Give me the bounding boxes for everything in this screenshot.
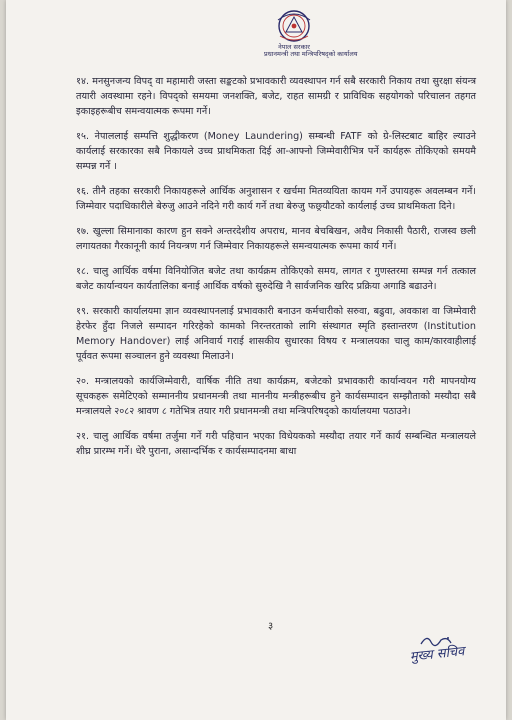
paragraph-17: १७. खुल्ला सिमानाका कारण हुन सक्ने अन्तरदेशीय अपराध, मानव बेचबिखन, अवैध निकासी पैठारी, राजस्व छली लगायतका गैरकानूनी कार्य नियन्त्रण गर्न जिम्मेवार निकायहरूले समन्वयात्मक रूपमा कार्य गर्ने। [76, 226, 476, 252]
paragraph-15: १५. नेपाललाई सम्पत्ति शुद्धीकरण (Money Laundering) सम्बन्धी FATF को ग्रे-लिस्टबाट बाहिर ल्याउने कार्यलाई सरकारका सबै निकायले उच्च प्राथमिकता दिई आ-आफ्नो जिम्मेवारीभित्र पर्ने कार्यहरू तोकिएको समयमै सम्पन्न गर्ने । [76, 131, 476, 172]
paragraph-21: २१. चालु आर्थिक वर्षमा तर्जुमा गर्ने गरी पहिचान भएका विधेयकको मस्यौदा तयार गर्ने कार्य सम्बन्धित मन्त्रालयले शीघ्र प्रारम्भ गर्ने। धेरै पुराना, असान्दर्भिक र कार्यसम्पादनमा बाधा [76, 431, 476, 457]
emblem-text-2: प्रधानमन्त्री तथा मन्त्रिपरिषद्को कार्यालय [264, 50, 358, 58]
emblem-text-1: नेपाल सरकार [278, 43, 310, 51]
signature-title: मुख्य सचिव [409, 644, 466, 665]
paragraph-14: १४. मनसुनजन्य विपद् वा महामारी जस्ता सङ्कटको प्रभावकारी व्यवस्थापन गर्न सबै सरकारी निकाय तथा सुरक्षा संयन्त्र तयारी अवस्थामा रहने। विपद्‌को समयमा जनशक्ति, बजेट, राहत सामग्री र प्राविधिक सहयोगको परिचालन तहगत इकाइहरूबीच समन्वयात्मक रूपमा गर्ने। [76, 76, 476, 117]
paragraph-16: १६. तीनै तहका सरकारी निकायहरूले आर्थिक अनुशासन र खर्चमा मितव्ययिता कायम गर्ने उपायहरू अवलम्बन गर्ने। जिम्मेवार पदाधिकारीले बेरुजु आउने नदिने गरी कार्य गर्ने तथा बेरुजु फछ्र्यौटको कार्यलाई उच्च प्राथमिकता दिने। [76, 186, 476, 212]
paragraph-19: १९. सरकारी कार्यालयमा ज्ञान व्यवस्थापनलाई प्रभावकारी बनाउन कर्मचारीको सरुवा, बढुवा, अवकाश वा जिम्मेवारी हेरफेर हुँदा निजले सम्पादन गरिरहेको कामको निरन्तरताको लागि संस्थागत स्मृति हस्तान्तरण (Institution Memory Handover) लाई अनिवार्य गराई शासकीय सुधारका विषय र मन्त्रालयका चालु काम/कारवाहीलाई पूर्ववत रूपमा सञ्चालन हुने व्यवस्था मिलाउने। [76, 306, 476, 362]
paragraph-18: १८. चालु आर्थिक वर्षमा विनियोजित बजेट तथा कार्यक्रम तोकिएको समय, लागत र गुणस्तरमा सम्पन्न गर्न तत्काल बजेट कार्यान्वयन कार्यतालिका बनाई आर्थिक वर्षको सुरुदेखि नै सार्वजनिक खरिद प्रक्रिया अगाडि बढाउने। [76, 266, 476, 292]
emblem [264, 6, 358, 58]
signature-block [398, 634, 476, 665]
nepal-government-emblem-icon [264, 6, 324, 44]
document-page [6, 0, 506, 720]
page-number: ३ [268, 621, 274, 632]
paragraph-20: २०. मन्त्रालयको कार्यजिम्मेवारी, वार्षिक नीति तथा कार्यक्रम, बजेटको प्रभावकारी कार्यान्वयन गरी मापनयोग्य सूचकहरू समेटिएको सम्माननीय प्रधानमन्त्री तथा माननीय मन्त्रीहरूबीच हुने कार्यसम्पादन सम्झौताको मस्यौदा सबै मन्त्रालयले २०८२ श्रावण ८ गतेभित्र तयार गरी प्रधानमन्त्री तथा मन्त्रिपरिषद्को कार्यालयमा पठाउने। [76, 376, 476, 417]
document-body [76, 74, 476, 469]
